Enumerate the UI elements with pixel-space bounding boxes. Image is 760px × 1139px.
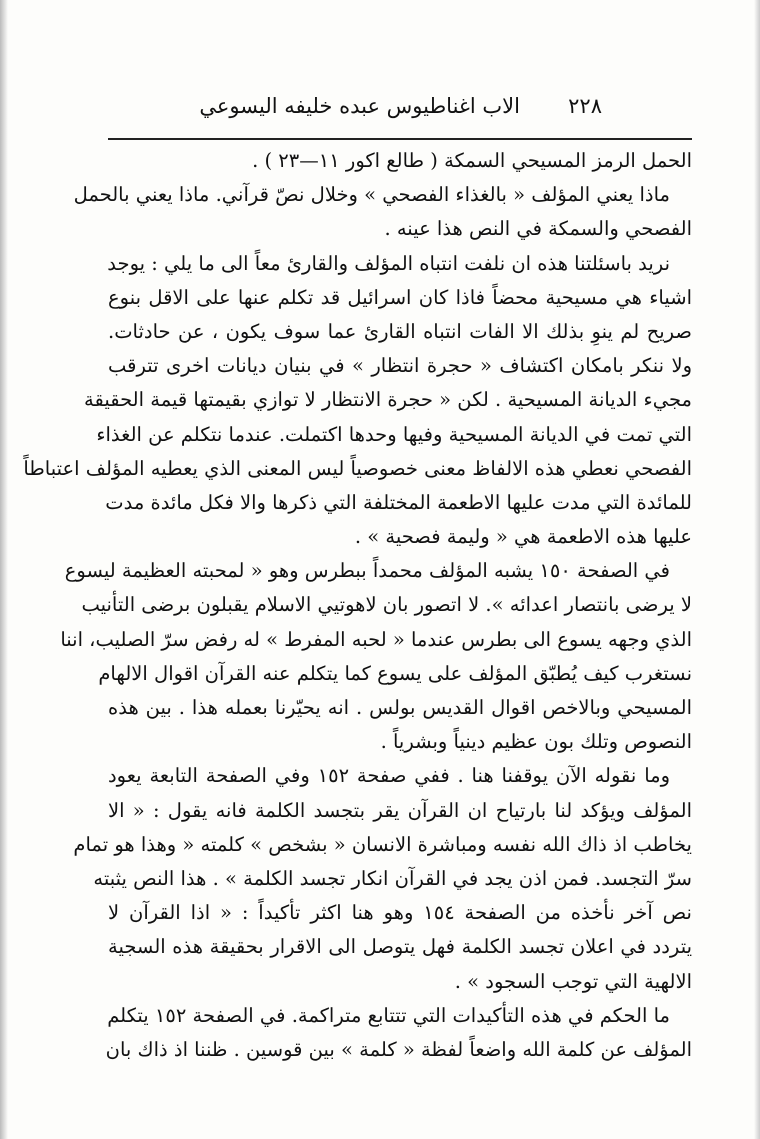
scan-edge-right xyxy=(754,0,760,1139)
text-line: عليها هذه الاطعمة هي « وليمة فصحية » . xyxy=(354,525,692,549)
text-line: لا يرضى بانتصار اعدائه ». لا اتصور بان لاهوتيي الاسلام يقبلون برضى التأنيب xyxy=(81,593,692,617)
scan-edge-left xyxy=(0,0,8,1139)
text-line: يخاطب اذ ذاك الله نفسه ومباشرة الانسان « بشخص » كلمته « وهذا هو تمام xyxy=(73,832,692,856)
text-line: الالهية التي توجب السجود » . xyxy=(454,969,692,993)
page-number: ٢٢٨ xyxy=(568,94,602,118)
text-line: يتردد في اعلان تجسد الكلمة فهل يتوصل الى الاقرار بحقيقة هذه السجية xyxy=(108,935,692,959)
page-body xyxy=(23,144,692,1067)
text-line: المؤلف ويؤكد لنا بارتياح ان القرآن يقر بتجسد الكلمة فانه يقول : « الا xyxy=(108,798,692,822)
running-title: الاب اغناطيوس عبده خليفه اليسوعي xyxy=(199,94,520,118)
text-line: الذي وجهه يسوع الى بطرس عندما « لحبه المفرط » له رفض سرّ الصليب، اننا xyxy=(60,627,692,651)
text-line: ما الحكم في هذه التأكيدات التي تتتابع متراكمة. في الصفحة ١٥٢ يتكلم xyxy=(107,1003,670,1027)
text-line: ولا ننكر بامكان اكتشاف « حجرة انتظار » في بنيان ديانات اخرى تترقب xyxy=(108,354,692,378)
text-line: نريد باسئلتنا هذه ان نلفت انتباه المؤلف والقارئ معاً الى ما يلي : يوجد xyxy=(107,251,670,275)
text-line: التي تمت في الديانة المسيحية وفيها وحدها اكتملت. عندما نتكلم عن الغذاء xyxy=(96,422,692,446)
text-line: نص آخر نأخذه من الصفحة ١٥٤ وهو هنا اكثر تأكيداً : « اذا القرآن لا xyxy=(108,901,692,925)
text-line: النصوص وتلك بون عظيم دينياً وبشرياً . xyxy=(380,730,692,754)
text-line: المسيحي وبالاخص اقوال القديس بولس . انه يحيّرنا بعمله هذا . بين هذه xyxy=(108,696,692,719)
header-rule xyxy=(108,138,692,140)
text-line: الفصحي والسمكة في النص هذا عينه . xyxy=(384,217,692,241)
text-line: ماذا يعني المؤلف « بالغذاء الفصحي » وخلال نصّ قرآني. ماذا يعني بالحمل xyxy=(73,183,670,207)
text-line: في الصفحة ١٥٠ يشبه المؤلف محمداً ببطرس وهو « لمحبته العظيمة ليسوع xyxy=(64,559,670,583)
text-line: مجيء الديانة المسيحية . لكن « حجرة الانتظار لا توازي بقيمتها قيمة الحقيقة xyxy=(84,388,692,412)
page-header xyxy=(110,94,690,128)
text-line: سرّ التجسد. فمن اذن يجد في القرآن انكار تجسد الكلمة » . هذا النص يثبته xyxy=(93,866,692,890)
text-line: الفصحي نعطي هذه الالفاظ معنى خصوصياً ليس المعنى الذي يعطيه المؤلف اعتباطاً xyxy=(23,456,692,480)
text-line: نستغرب كيف يُطبّق المؤلف على يسوع كما يتكلم عنه القرآن اقوال الالهام xyxy=(98,661,692,685)
text-line: المؤلف عن كلمة الله واضعاً لفظة « كلمة » بين قوسين . ظننا اذ ذاك بان xyxy=(105,1037,692,1061)
text-line: اشياء هي مسيحية محضاً فاذا كان اسرائيل قد تكلم عنها على الاقل بنوع xyxy=(108,285,692,309)
text-line: للمائدة التي مدت عليها الاطعمة المختلفة التي ذكرها والا فكل مائدة مدت xyxy=(105,490,692,514)
text-line: الحمل الرمز المسيحي السمكة ( طالع اكور ١١—٢٣ ) . xyxy=(252,149,692,172)
text-line: وما نقوله الآن يوقفنا هنا . ففي صفحة ١٥٢ وفي الصفحة التابعة يعود xyxy=(108,764,671,788)
text-line: صريح لم ينوِ بذلك الا الفات انتباه القارئ عما سوف يكون ، عن حادثات. xyxy=(108,319,692,343)
